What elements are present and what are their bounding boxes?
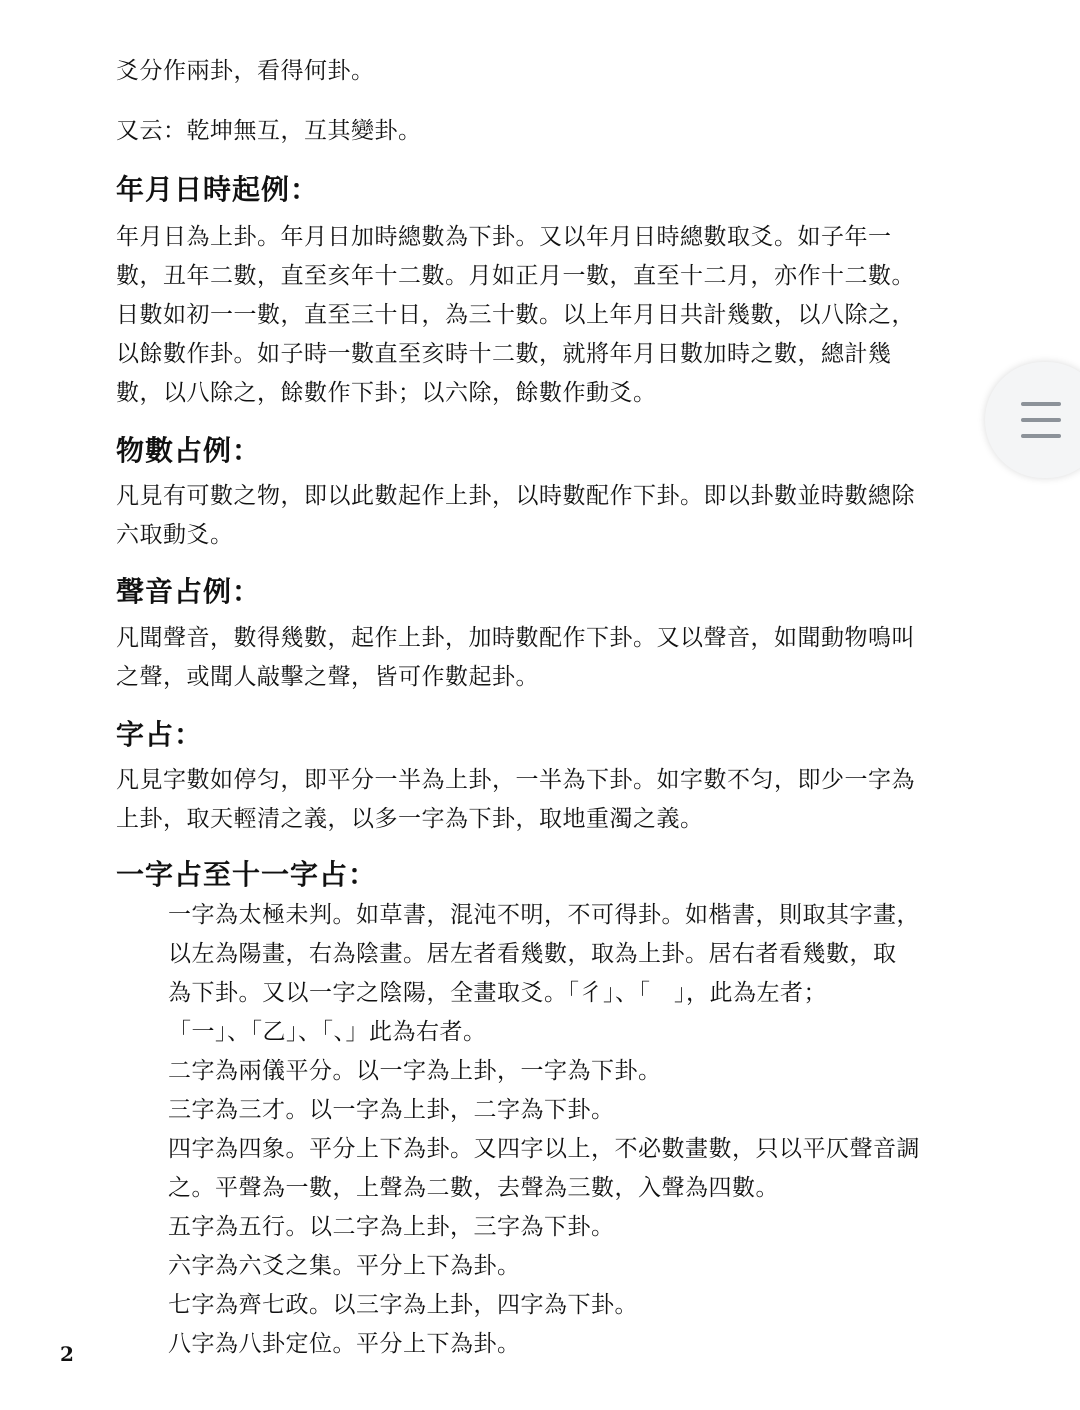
section-heading-object-count: 物數占例： [116, 434, 262, 467]
paragraph-line: 年月日為上卦。年月日加時總數為下卦。又以年月日時總數取爻。如子年一 [116, 224, 892, 250]
paragraph-line: 日數如初一一數，直至三十日，為三十數。以上年月日共計幾數，以八除之， [116, 302, 915, 328]
section-body-sound [116, 619, 976, 697]
section-body-object-count [116, 477, 976, 555]
paragraph-line: 一字為太極未判。如草書，混沌不明，不可得卦。如楷書，則取其字畫， [168, 902, 920, 928]
paragraph-line: 數，以八除之，餘數作下卦；以六除，餘數作動爻。 [116, 380, 657, 406]
paragraph-line: 二字為兩儀平分。以一字為上卦，一字為下卦。 [168, 1058, 662, 1084]
section-body-year-month-day-hour [116, 218, 976, 413]
intro-line-1: 爻分作兩卦，看得何卦。 [116, 58, 375, 84]
paragraph-line: 六字為六爻之集。平分上下為卦。 [168, 1253, 521, 1279]
paragraph-line: 七字為齊七政。以三字為上卦，四字為下卦。 [168, 1292, 638, 1318]
paragraph-line: 為下卦。又以一字之陰陽，全畫取爻。「彳」、「 」，此為左者； [168, 980, 827, 1006]
paragraph-line: 三字為三才。以一字為上卦，二字為下卦。 [168, 1097, 615, 1123]
page-number: 2 [60, 1342, 74, 1366]
paragraph-line: 凡見字數如停匀，即平分一半為上卦，一半為下卦。如字數不匀，即少一字為 [116, 767, 915, 793]
section-heading-year-month-day-hour: 年月日時起例： [116, 173, 320, 206]
intro-line-2: 又云：乾坤無互，互其變卦。 [116, 118, 422, 144]
paragraph-line: 之聲，或聞人敲擊之聲，皆可作數起卦。 [116, 664, 539, 690]
paragraph-line: 四字為四象。平分上下為卦。又四字以上，不必數畫數，只以平仄聲音調 [168, 1136, 920, 1162]
paragraph-line: 數，丑年二數，直至亥年十二數。月如正月一數，直至十二月，亦作十二數。 [116, 263, 915, 289]
paragraph-line: 凡聞聲音，數得幾數，起作上卦，加時數配作下卦。又以聲音，如聞動物鳴叫 [116, 625, 915, 651]
section-body-one-to-eleven-characters [168, 896, 976, 1364]
section-heading-sound: 聲音占例： [116, 575, 262, 608]
paragraph-line: 上卦，取天輕清之義，以多一字為下卦，取地重濁之義。 [116, 806, 704, 832]
section-body-character [116, 761, 976, 839]
paragraph-line: 以左為陽畫，右為陰畫。居左者看幾數，取為上卦。居右者看幾數，取 [168, 941, 897, 967]
paragraph-line: 凡見有可數之物，即以此數起作上卦，以時數配作下卦。即以卦數並時數總除 [116, 483, 915, 509]
paragraph-line: 六取動爻。 [116, 522, 234, 548]
paragraph-line: 「一」、「乙」、「、」此為右者。 [168, 1019, 487, 1045]
paragraph-line: 五字為五行。以二字為上卦，三字為下卦。 [168, 1214, 615, 1240]
paragraph-line: 八字為八卦定位。平分上下為卦。 [168, 1331, 521, 1357]
floating-menu-button[interactable] [985, 362, 1080, 478]
section-heading-character: 字占： [116, 718, 204, 751]
paragraph-line: 之。平聲為一數，上聲為二數，去聲為三數，入聲為四數。 [168, 1175, 779, 1201]
section-heading-one-to-eleven-characters: 一字占至十一字占： [116, 858, 378, 891]
paragraph-line: 以餘數作卦。如子時一數直至亥時十二數，就將年月日數加時之數，總計幾 [116, 341, 892, 367]
